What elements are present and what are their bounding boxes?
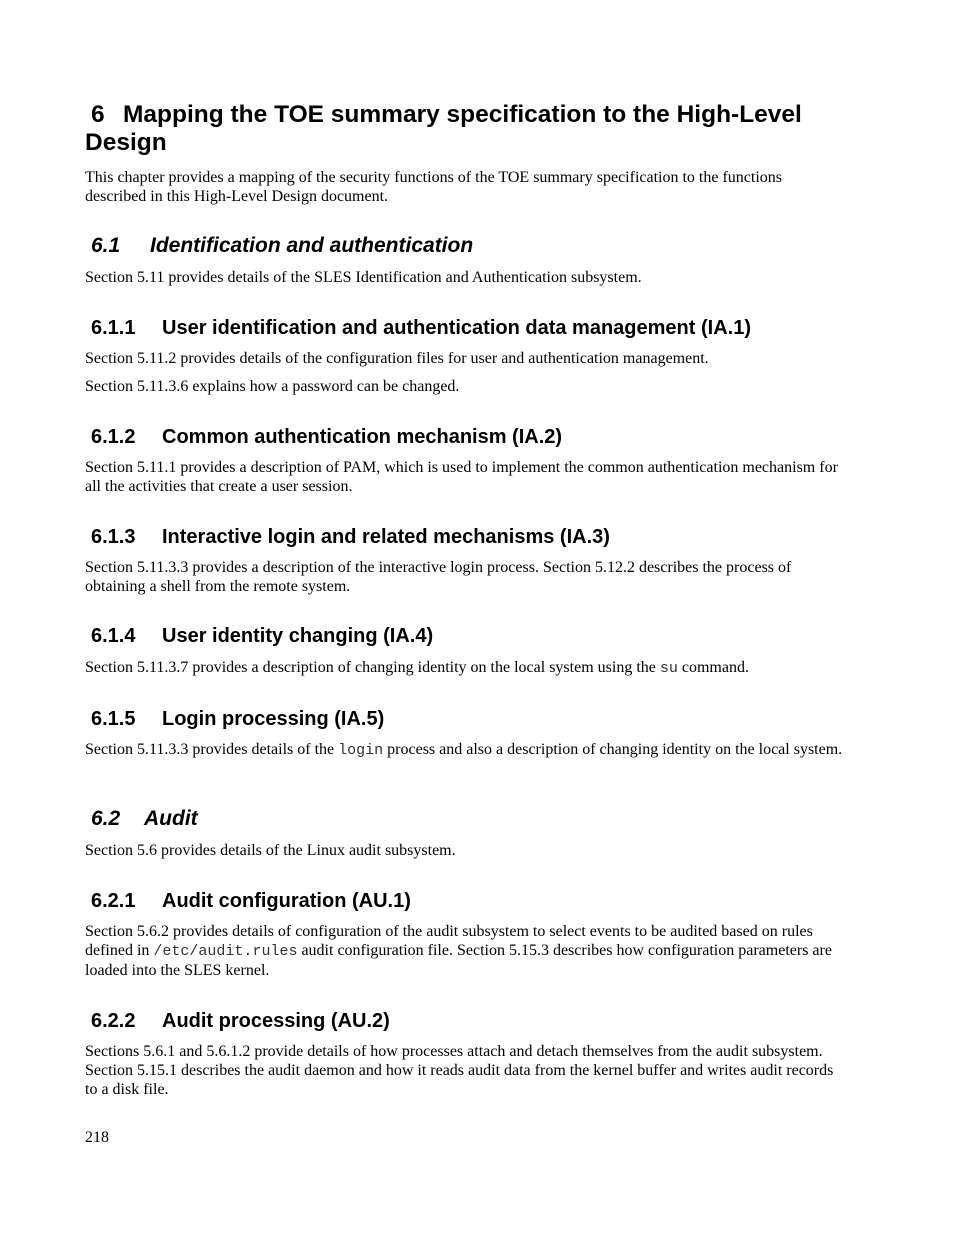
section-heading-6-1 [85,233,473,259]
chapter-number: 6 [91,101,105,128]
section-title: Audit processing (AU.2) [162,1010,390,1032]
section-title: Identification and authentication [150,234,474,257]
section-heading-6-1-4 [85,624,433,648]
section-6-1-4-text [85,658,845,678]
text-run: Section 5.11.3.7 provides a description of changing identity on the local system using the [85,659,660,676]
section-6-2-1-text [85,922,845,980]
section-6-2-2-text: Sections 5.6.1 and 5.6.1.2 provide details of how processes attach and detach themselves from the audit subsystem. Section 5.15.1 describes the audit daemon and how it reads audit data from the kernel buffer and writes audit records to a disk file. [85,1043,834,1098]
section-number: 6.1 [91,234,121,257]
page-number: 218 [85,1129,109,1146]
section-6-1-1-text-1: Section 5.11.2 provides details of the configuration files for user and authentication management. [85,350,709,367]
section-title: Audit configuration (AU.1) [162,890,411,912]
chapter-heading [85,101,845,157]
section-title: User identification and authentication data management (IA.1) [162,317,751,339]
section-heading-6-2-2 [85,1009,390,1033]
text-run: Section 5.6.2 provides details of configuration of the audit subsystem to select events to be audited based on rules defined in [85,923,813,959]
section-number: 6.2 [91,807,121,830]
section-heading-6-1-3 [85,525,610,549]
section-6-1-text: Section 5.11 provides details of the SLES Identification and Authentication subsystem. [85,269,642,286]
section-6-1-1-text-2: Section 5.11.3.6 explains how a password can be changed. [85,378,460,395]
code-audit-rules: /etc/audit.rules [153,943,298,960]
section-number: 6.2.1 [91,890,136,912]
section-6-2-text: Section 5.6 provides details of the Linux audit subsystem. [85,842,456,859]
section-6-1-5-text [85,740,845,760]
section-title: Audit [144,807,198,830]
section-title: Login processing (IA.5) [162,708,385,730]
section-heading-6-1-2 [85,425,562,449]
section-number: 6.1.4 [91,625,136,647]
section-number: 6.1.5 [91,708,136,730]
section-number: 6.1.3 [91,526,136,548]
section-6-1-2-text: Section 5.11.1 provides a description of PAM, which is used to implement the common authentication mechanism for all the activities that create a user session. [85,459,838,495]
section-number: 6.2.2 [91,1010,136,1032]
section-heading-6-2 [85,806,198,832]
section-heading-6-1-1 [85,316,751,340]
section-6-1-3-text: Section 5.11.3.3 provides a description of the interactive login process. Section 5.12.2 describes the process of obtaining a shell from the remote system. [85,559,792,595]
section-title: User identity changing (IA.4) [162,625,434,647]
text-run: process and also a description of changing identity on the local system. [383,741,843,758]
chapter-title: Mapping the TOE summary specification to the High-Level Design [85,101,802,156]
text-run: Section 5.11.3.3 provides details of the [85,741,339,758]
section-title: Common authentication mechanism (IA.2) [162,426,563,448]
chapter-intro: This chapter provides a mapping of the security functions of the TOE summary specification to the functions described in this High-Level Design document. [85,169,783,205]
section-heading-6-2-1 [85,889,411,913]
section-heading-6-1-5 [85,707,384,731]
text-run: command. [677,659,749,676]
text-run: audit configuration file. Section 5.15.3 describes how configuration parameters are loaded into the SLES kernel. [85,942,832,979]
section-number: 6.1.1 [91,317,136,339]
section-title: Interactive login and related mechanisms (IA.3) [162,526,610,548]
section-number: 6.1.2 [91,426,136,448]
code-login: login [338,742,384,759]
code-su: su [659,660,678,677]
